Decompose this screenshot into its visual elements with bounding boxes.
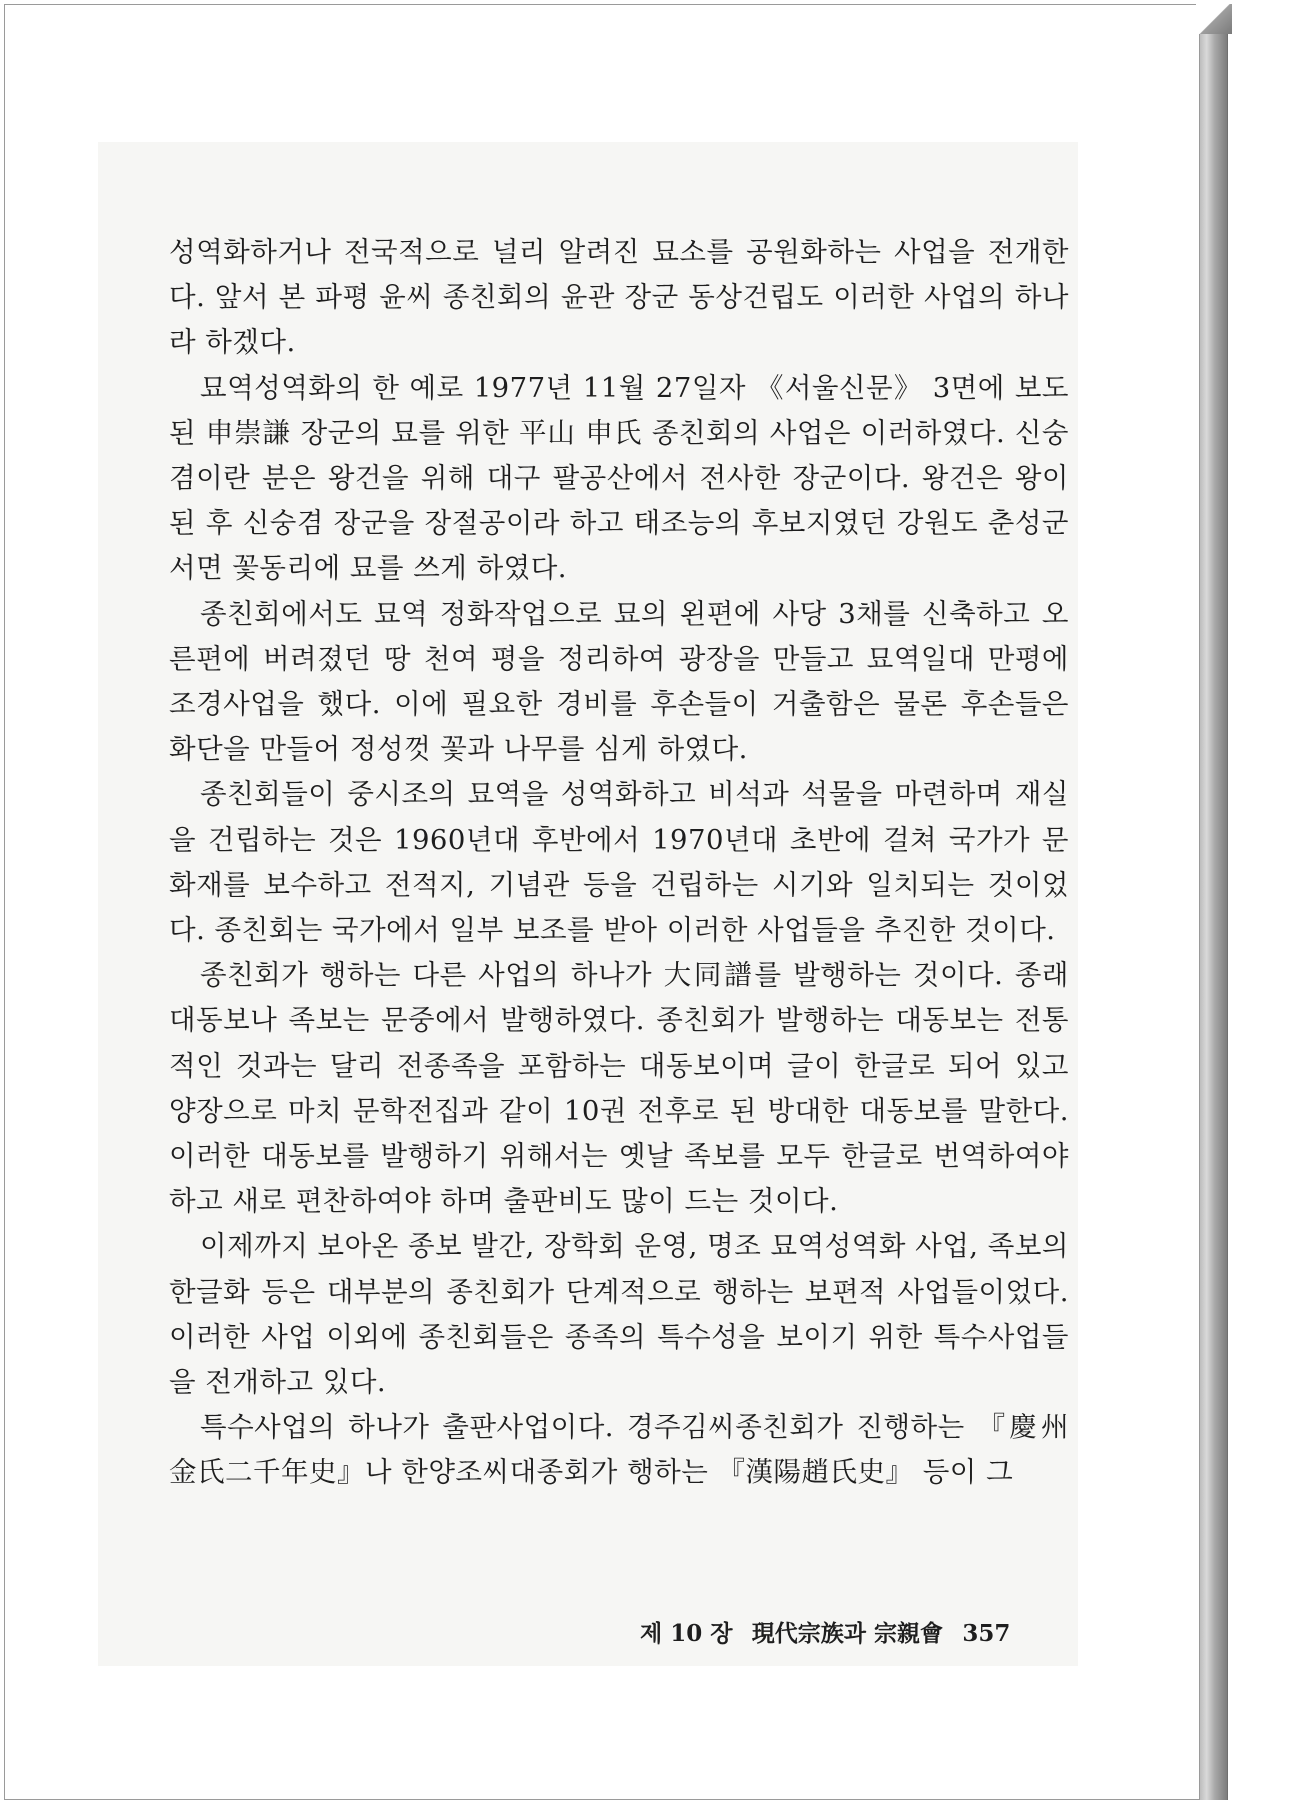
paragraph: 특수사업의 하나가 출판사업이다. 경주김씨종친회가 진행하는 『慶州金氏二千年史』나 한양조씨대종회가 행하는 『漢陽趙氏史』 등이 그 bbox=[169, 1411, 1069, 1489]
chapter-title: 現代宗族과 宗親會 bbox=[751, 1620, 944, 1647]
page-stack-edge bbox=[1200, 4, 1228, 1800]
chapter-number: 제 10 장 bbox=[640, 1620, 733, 1647]
paragraph: 묘역성역화의 한 예로 1977년 11월 27일자 《서울신문》 3면에 보도된 申崇謙 장군의 묘를 위한 平山 申氏 종친회의 사업은 이러하였다. 신숭겸이란 분은 왕건을 위해 대구 팔공산에서 전사한 장군이다. 왕건은 왕이 된 후 신숭겸 장군을 장절공이라 하고 태조능의 후보지였던 강원도 춘성군 서면 꽃동리에 묘를 쓰게 하였다. bbox=[169, 371, 1069, 585]
paragraph: 성역화하거나 전국적으로 널리 알려진 묘소를 공원화하는 사업을 전개한다. 앞서 본 파평 윤씨 종친회의 윤관 장군 동상건립도 이러한 사업의 하나라 하겠다. bbox=[169, 236, 1069, 359]
paragraph: 종친회가 행하는 다른 사업의 하나가 大同譜를 발행하는 것이다. 종래 대동보나 족보는 문중에서 발행하였다. 종친회가 발행하는 대동보는 전통적인 것과는 달리 전종족을 포함하는 대동보이며 글이 한글로 되어 있고 양장으로 마치 문학전집과 같이 10권 전후로 된 방대한 대동보를 말한다. 이러한 대동보를 발행하기 위해서는 옛날 족보를 모두 한글로 번역하여야 하고 새로 편찬하여야 하며 출판비도 많이 드는 것이다. bbox=[169, 959, 1069, 1218]
body-text bbox=[169, 230, 1069, 1496]
running-footer bbox=[640, 1615, 1060, 1648]
paragraph: 종친회들이 중시조의 묘역을 성역화하고 비석과 석물을 마련하며 재실을 건립하는 것은 1960년대 후반에서 1970년대 초반에 걸쳐 국가가 문화재를 보수하고 전적지, 기념관 등을 건립하는 시기와 일치되는 것이었다. 종친회는 국가에서 일부 보조를 받아 이러한 사업들을 추진한 것이다. bbox=[169, 778, 1069, 947]
paragraph: 종친회에서도 묘역 정화작업으로 묘의 왼편에 사당 3채를 신축하고 오른편에 버려졌던 땅 천여 평을 정리하여 광장을 만들고 묘역일대 만평에 조경사업을 했다. 이에 필요한 경비를 후손들이 거출함은 물론 후손들은 화단을 만들어 정성껏 꽃과 나무를 심게 하였다. bbox=[169, 597, 1069, 766]
page-number: 357 bbox=[962, 1620, 1011, 1647]
page-curl-corner bbox=[1196, 4, 1232, 34]
paragraph: 이제까지 보아온 종보 발간, 장학회 운영, 명조 묘역성역화 사업, 족보의 한글화 등은 대부분의 종친회가 단계적으로 행하는 보편적 사업들이었다. 이러한 사업 이외에 종친회들은 종족의 특수성을 보이기 위한 특수사업들을 전개하고 있다. bbox=[169, 1230, 1069, 1399]
